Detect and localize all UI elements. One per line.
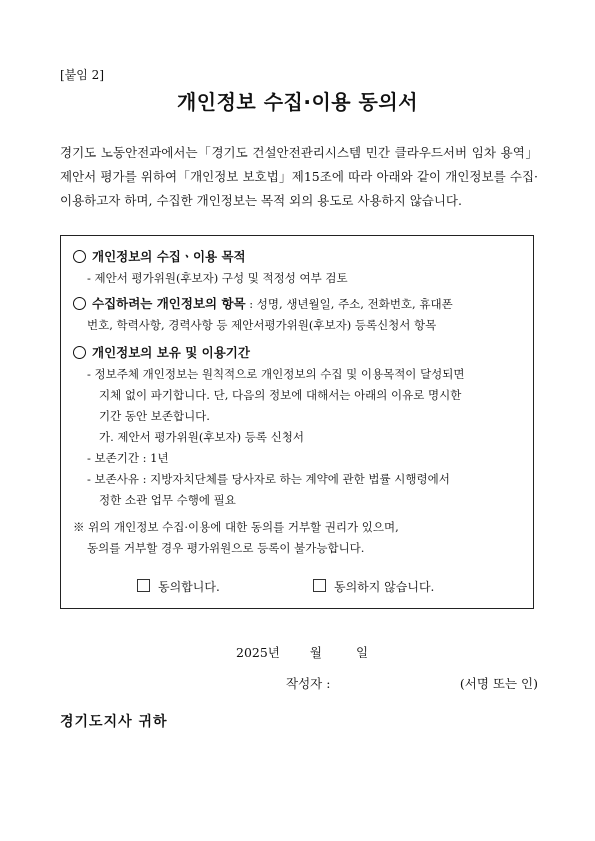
agree-checkbox[interactable]: [137, 579, 150, 592]
retention-section-title: [73, 342, 521, 364]
writer-line: [286, 674, 538, 692]
notice-line-2: 동의를 거부할 경우 평가위원으로 등록이 불가능합니다.: [87, 541, 365, 555]
date-line: [236, 643, 368, 661]
items-title-text: 수집하려는 개인정보의 항목: [92, 296, 246, 311]
attachment-label: [붙임 2]: [60, 68, 104, 82]
consent-info-box: [60, 235, 534, 609]
signature-hint: (서명 또는 인): [459, 676, 538, 691]
writer-label: 작성자 :: [286, 676, 331, 691]
circle-bullet-icon: [73, 346, 86, 359]
consent-options: [61, 578, 533, 598]
circle-bullet-icon: [73, 297, 86, 310]
date-year: 2025년: [236, 645, 280, 660]
agree-option[interactable]: [137, 578, 220, 595]
document-title: 개인정보 수집·이용 동의서: [176, 90, 419, 114]
disagree-checkbox[interactable]: [313, 579, 326, 592]
notice-line-1: ※ 위의 개인정보 수집·이용에 대한 동의를 거부할 권리가 있으며,: [73, 520, 399, 534]
items-section-title: [73, 293, 521, 315]
retention-title-text: 개인정보의 보유 및 이용기간: [92, 345, 250, 360]
date-day: 일: [355, 645, 369, 660]
retention-line-3: 기간 동안 보존합니다.: [99, 409, 210, 423]
retention-line-5: - 보존기간 : 1년: [87, 451, 169, 465]
retention-line-2: 지체 없이 파기합니다. 단, 다음의 정보에 대해서는 아래의 이유로 명시한: [99, 388, 462, 402]
disagree-label: 동의하지 않습니다.: [334, 580, 435, 594]
agree-label: 동의합니다.: [158, 580, 220, 594]
retention-line-6: - 보존사유 : 지방자치단체를 당사자로 하는 계약에 관한 법률 시행령에서: [87, 472, 450, 486]
intro-paragraph: 경기도 노동안전과에서는「경기도 건설안전관리시스템 민간 클라우드서버 임차 용역」제안서 평가를 위하여「개인정보 보호법」제15조에 따라 아래와 같이 개인정보를 수집·이용하고자 하며, 수집한 개인정보는 목적 외의 용도로 사용하지 않습니다.: [60, 145, 538, 208]
disagree-option[interactable]: [313, 578, 434, 595]
purpose-section-title: [73, 246, 521, 268]
items-text-first: : 성명, 생년월일, 주소, 전화번호, 휴대폰: [245, 297, 453, 311]
items-text-second: 번호, 학력사항, 경력사항 등 제안서평가위원(후보자) 등록신청서 항목: [87, 318, 437, 332]
purpose-line: - 제안서 평가위원(후보자) 구성 및 적정성 여부 검토: [87, 271, 348, 285]
addressee: 경기도지사 귀하: [60, 714, 168, 730]
date-month: 월: [309, 645, 322, 660]
retention-line-7: 정한 소관 업무 수행에 필요: [99, 493, 236, 507]
retention-line-1: - 정보주체 개인정보는 원칙적으로 개인정보의 수집 및 이용목적이 달성되면: [87, 367, 465, 381]
purpose-title-text: 개인정보의 수집ㆍ이용 목적: [92, 249, 246, 264]
retention-line-4: 가. 제안서 평가위원(후보자) 등록 신청서: [99, 430, 304, 444]
circle-bullet-icon: [73, 250, 86, 263]
